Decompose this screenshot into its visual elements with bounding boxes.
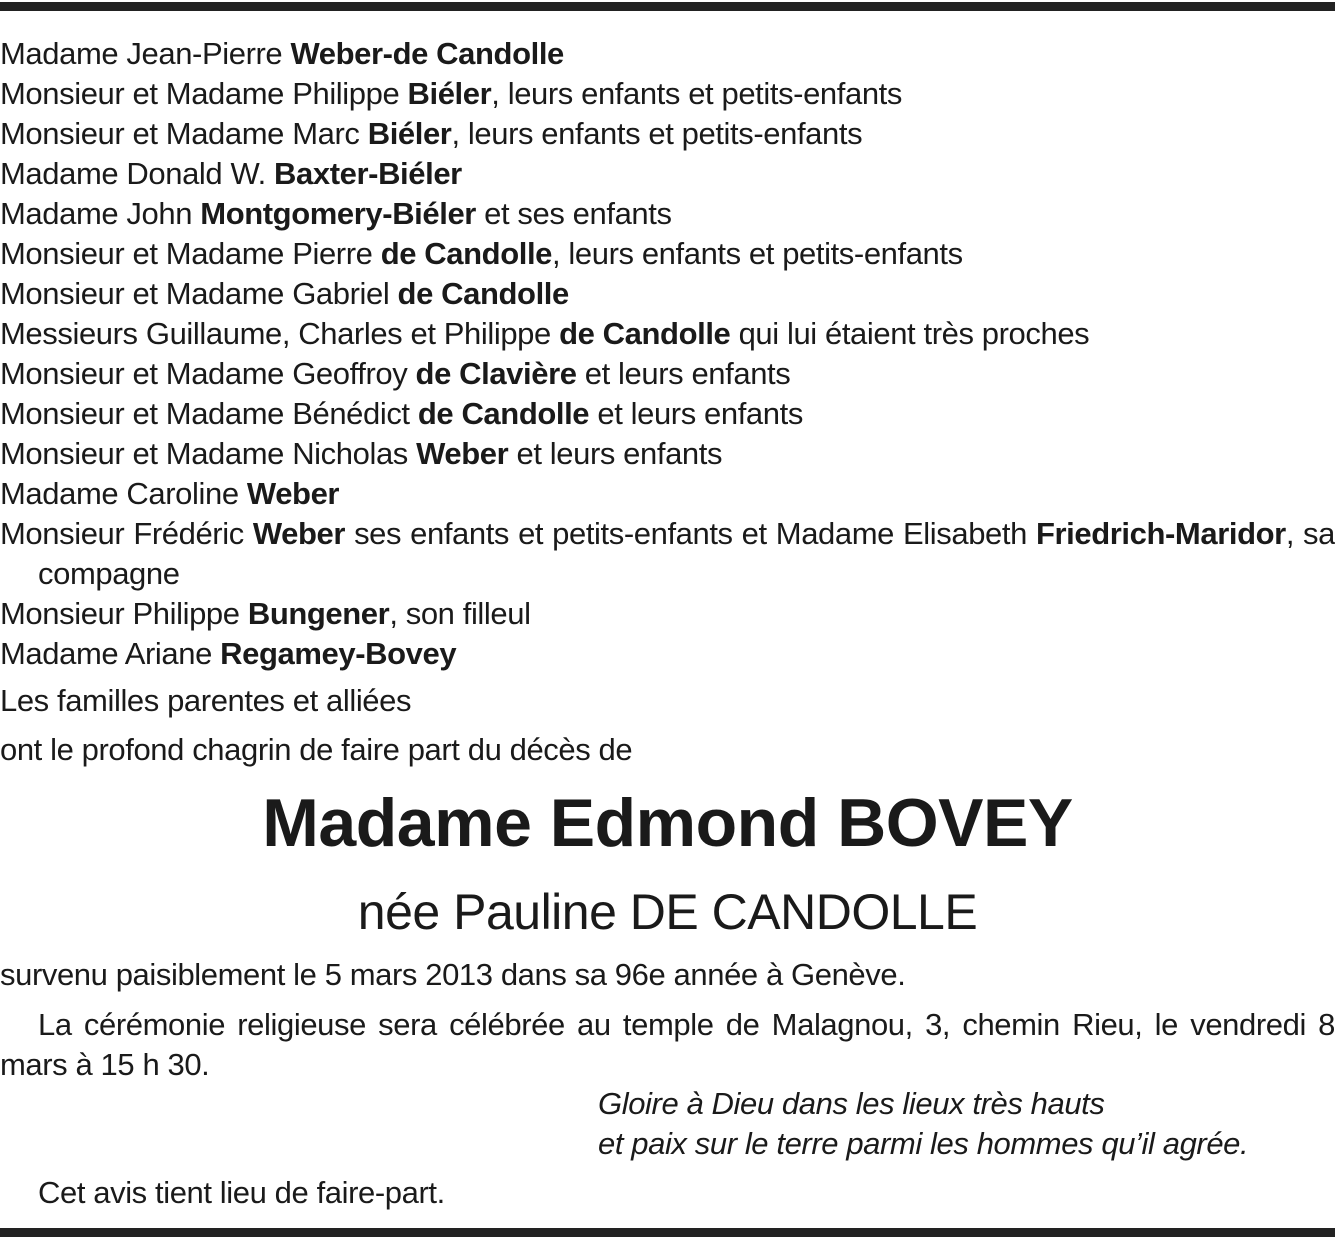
mourner-surname: de Candolle: [397, 276, 569, 311]
mourner-line: [0, 194, 1335, 234]
mourner-surname: Weber: [246, 476, 340, 511]
death-notice: [0, 34, 1335, 674]
mourner-surname: Weber: [252, 516, 346, 551]
mourner-surname: de Candolle: [380, 236, 552, 271]
mourner-prefix: Monsieur et Madame Bénédict: [0, 396, 418, 431]
mourner-suffix-2: , sa compagne: [38, 516, 1335, 591]
mourner-line: [0, 114, 1335, 154]
mourner-prefix: Madame Jean-Pierre: [0, 36, 291, 71]
mourner-prefix: Monsieur et Madame Geoffroy: [0, 356, 416, 391]
mourner-surname: de Candolle: [417, 396, 590, 431]
intro-line: ont le profond chagrin de faire part du décès de: [0, 732, 633, 767]
mourner-prefix: Monsieur et Madame Marc: [0, 116, 368, 151]
mourner-line: [0, 514, 1335, 594]
mourner-suffix: et leurs enfants: [589, 396, 803, 431]
mourner-surname: de Candolle: [559, 316, 731, 351]
scripture-quote: [598, 1084, 1248, 1164]
mourner-line: [0, 314, 1335, 354]
mourner-prefix: Monsieur Frédéric: [0, 516, 253, 551]
quote-line: et paix sur le terre parmi les hommes qu’il agrée.: [598, 1126, 1249, 1161]
mourner-suffix: , leurs enfants et petits-enfants: [451, 116, 863, 151]
mourner-suffix: , leurs enfants et petits-enfants: [491, 76, 902, 111]
quote-line: Gloire à Dieu dans les lieux très hauts: [598, 1086, 1105, 1121]
mourner-line: [0, 274, 1335, 314]
mourner-surname-2: Friedrich-Maridor: [1035, 516, 1286, 551]
mourner-prefix: Messieurs Guillaume, Charles et Philippe: [0, 316, 560, 351]
mourner-suffix: qui lui étaient très proches: [730, 316, 1090, 351]
mourner-suffix: ses enfants et petits-enfants et Madame Elisabeth: [345, 516, 1036, 551]
mourner-prefix: Monsieur et Madame Gabriel: [0, 276, 398, 311]
mourner-prefix: Madame John: [0, 196, 201, 231]
mourner-line: [0, 34, 1335, 74]
mourner-surname: Regamey-Bovey: [220, 636, 457, 671]
mourner-surname: Bungener: [247, 596, 390, 631]
mourners-list: [0, 34, 1335, 674]
mourner-suffix: et ses enfants: [475, 196, 672, 231]
bottom-rule: [0, 1228, 1335, 1237]
mourner-prefix: Monsieur et Madame Nicholas: [0, 436, 417, 471]
mourner-line: [0, 634, 1335, 674]
mourner-line: [0, 394, 1335, 434]
mourner-line: [0, 474, 1335, 514]
families-line: Les familles parentes et alliées: [0, 683, 412, 718]
mourner-suffix: , son filleul: [389, 596, 531, 631]
mourner-prefix: Madame Ariane: [0, 636, 221, 671]
mourner-suffix: et leurs enfants: [508, 436, 723, 471]
mourner-prefix: Madame Caroline: [0, 476, 247, 511]
mourner-surname: de Clavière: [415, 356, 577, 391]
mourner-surname: Weber-de Candolle: [290, 36, 564, 71]
mourner-prefix: Madame Donald W.: [0, 156, 275, 191]
top-rule: [0, 2, 1335, 11]
mourner-suffix: et leurs enfants: [576, 356, 791, 391]
mourner-surname: Weber: [416, 436, 509, 471]
mourner-prefix: Monsieur et Madame Pierre: [0, 236, 381, 271]
mourner-line: [0, 434, 1335, 474]
mourner-prefix: Monsieur Philippe: [0, 596, 248, 631]
mourner-line: [0, 74, 1335, 114]
mourner-surname: Biéler: [407, 76, 492, 111]
maiden-name: née Pauline DE CANDOLLE: [357, 884, 978, 940]
mourner-line: [0, 354, 1335, 394]
mourner-surname: Baxter-Biéler: [274, 156, 462, 191]
mourner-prefix: Monsieur et Madame Philippe: [0, 76, 408, 111]
mourner-surname: Biéler: [367, 116, 452, 151]
mourner-surname: Montgomery-Biéler: [200, 196, 476, 231]
deceased-name: Madame Edmond BOVEY: [262, 785, 1073, 861]
closing-line: Cet avis tient lieu de faire-part.: [38, 1175, 445, 1210]
mourner-line: [0, 154, 1335, 194]
mourner-line: [0, 234, 1335, 274]
death-line: survenu paisiblement le 5 mars 2013 dans sa 96e année à Genève.: [0, 957, 906, 992]
ceremony-paragraph: La cérémonie religieuse sera célébrée au temple de Malagnou, 3, chemin Rieu, le vendredi 8 mars à 15 h 30.: [0, 1007, 1335, 1082]
mourner-line: [0, 594, 1335, 634]
mourner-suffix: , leurs enfants et petits-enfants: [552, 236, 963, 271]
